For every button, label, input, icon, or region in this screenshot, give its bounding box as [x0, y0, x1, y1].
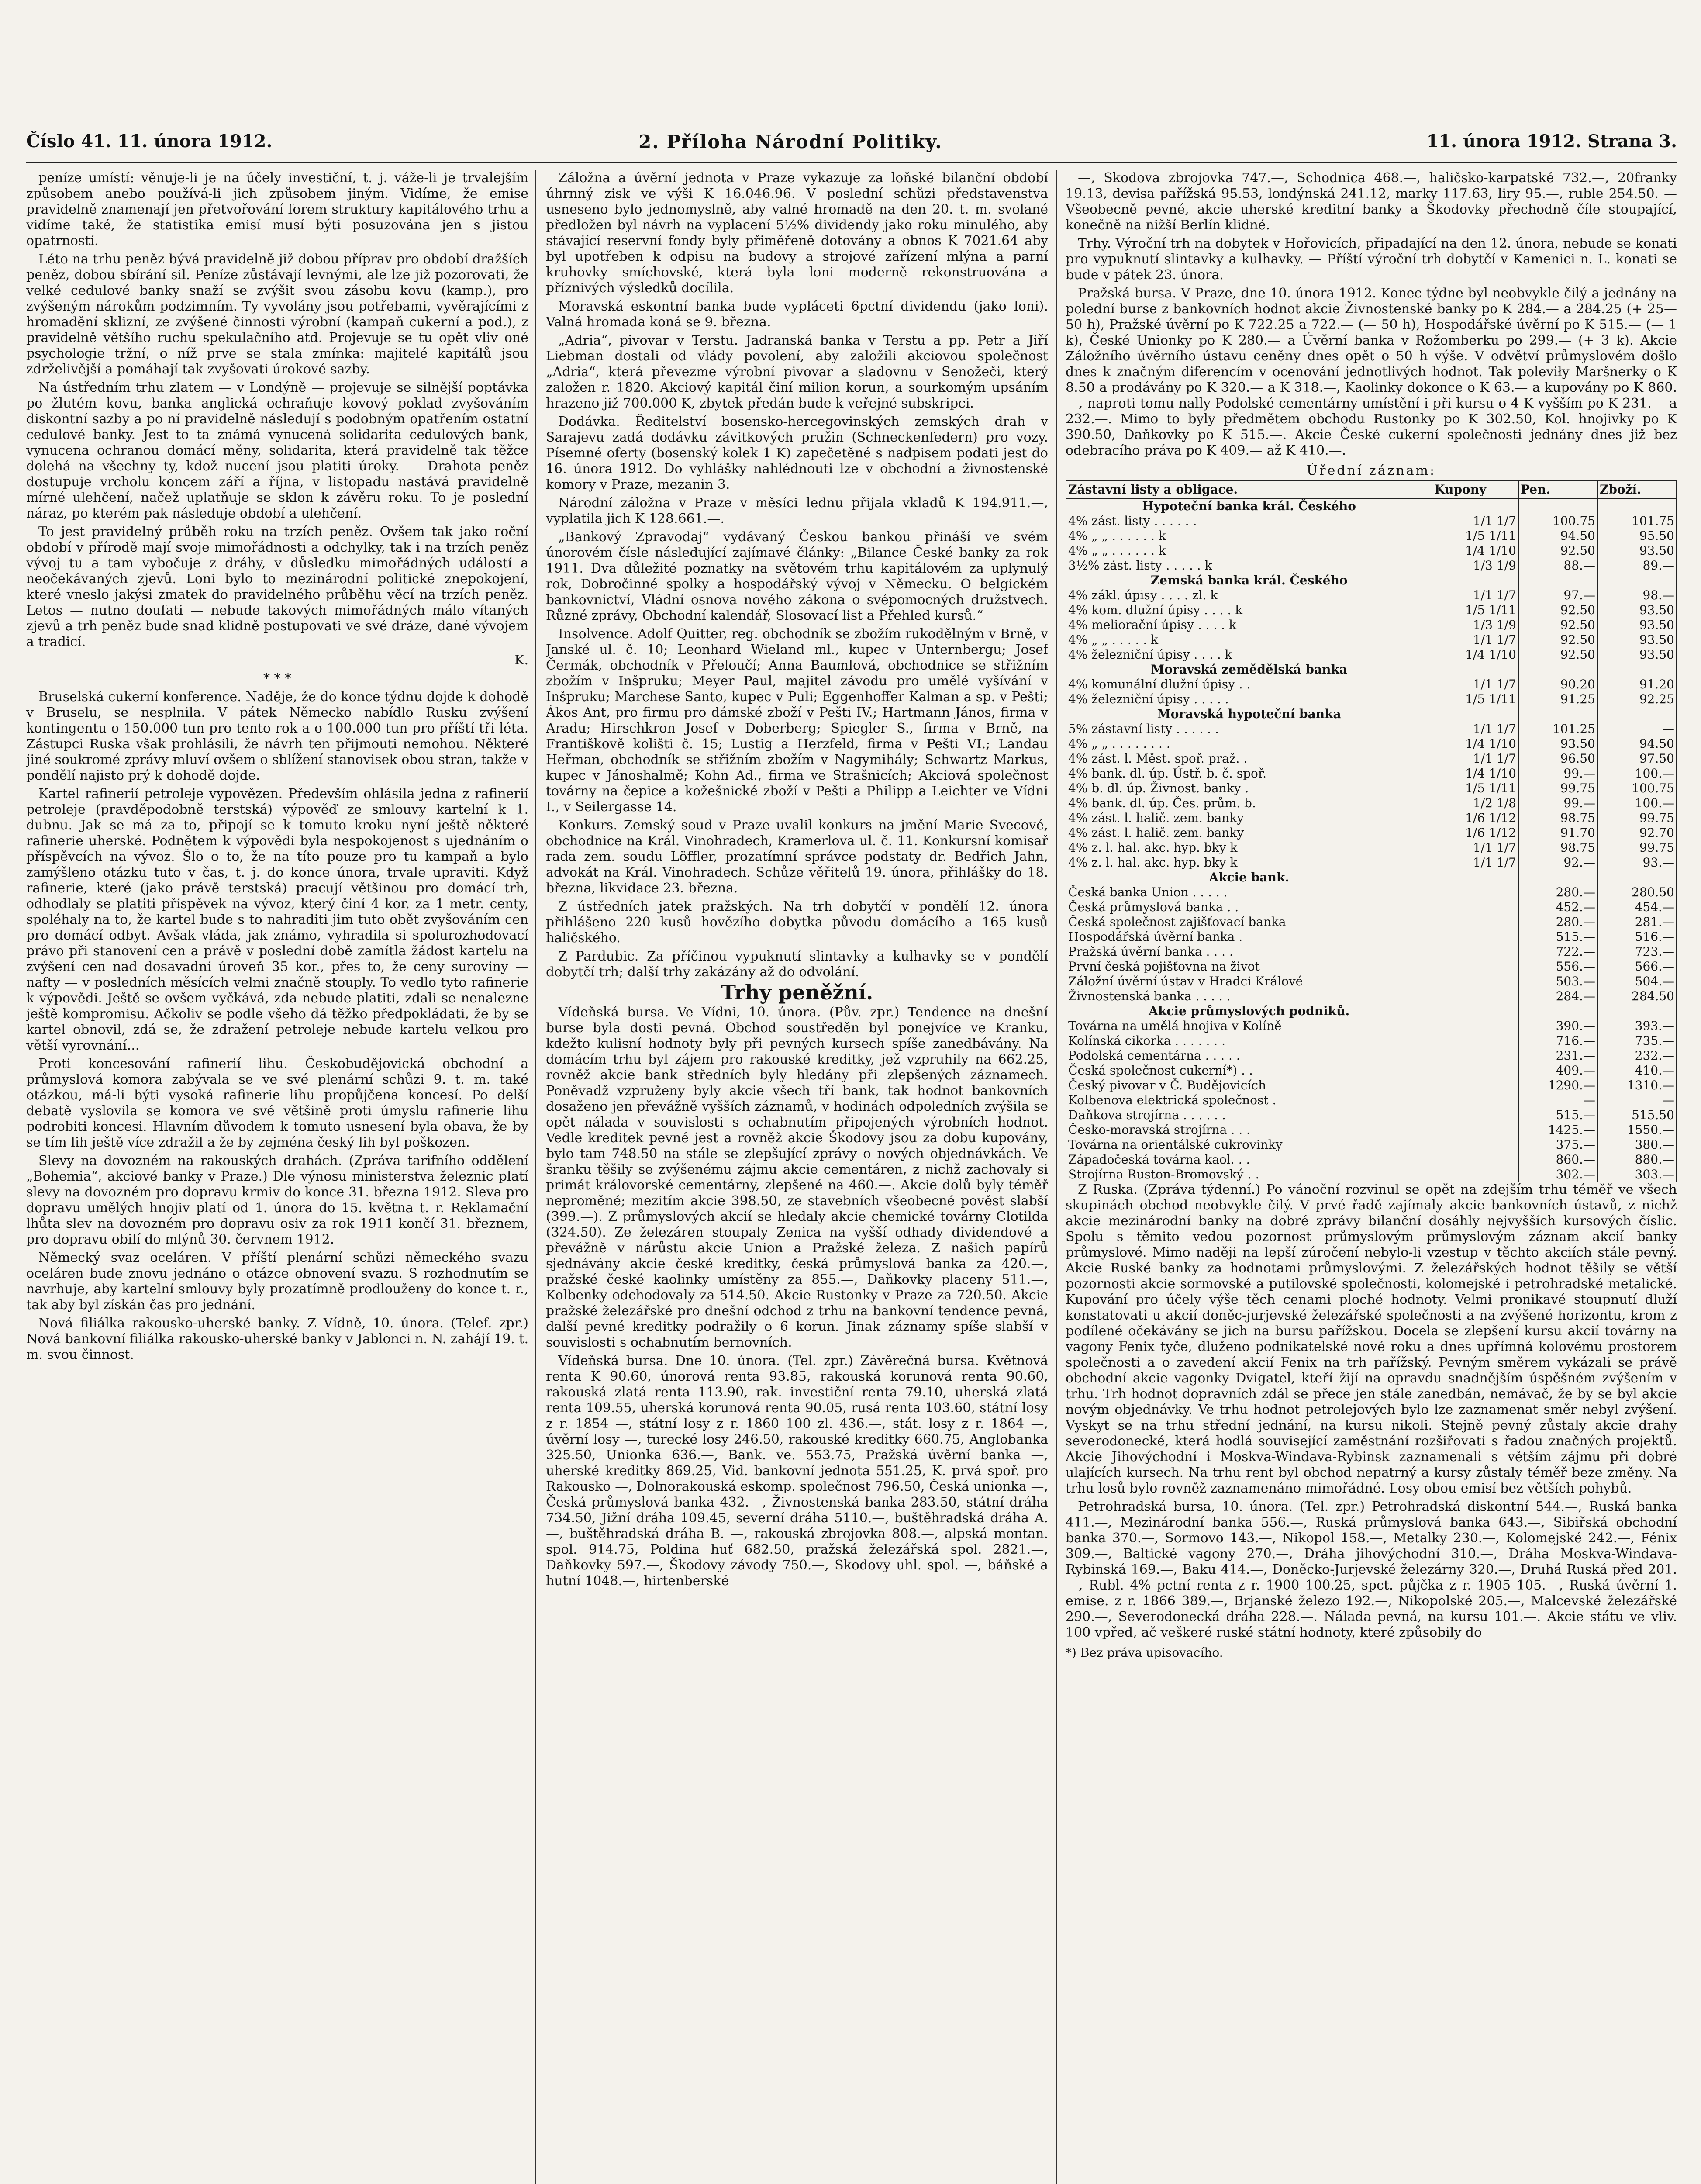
table-cell: 4% zást. l. halič. zem. banky — [1066, 826, 1432, 840]
article-paragraph: Proti koncesování rafinerií lihu. Českobudějovická obchodní a průmyslová komora zabývala se ve své plenární schůzi 9. t. m. také otázkou, má-li býti vysoká rafinerie lihu propůjčena koncesí. Po delší debatě vyslovila se komora ve své většině proti úmyslu rafinerie lihu podrobiti koncesi. Hlavním důvodem k tomuto usnesení byla obava, že by se tím lih ještě více zdražil a že by zejména český lih byl poškozen. — [26, 1056, 528, 1150]
table-row — [1066, 677, 1677, 692]
table-cell: 390.— — [1518, 1019, 1597, 1033]
table-cell — [1518, 662, 1597, 677]
table-cell: 1/1 1/7 — [1432, 514, 1518, 529]
table-row — [1066, 811, 1677, 826]
table-cell — [1432, 1033, 1518, 1048]
table-cell: 1425.— — [1518, 1123, 1597, 1137]
table-header: Kupony — [1432, 481, 1518, 498]
table-cell: 4% bank. dl. úp. Čes. prům. b. — [1066, 796, 1432, 811]
table-cell: 93.50 — [1597, 632, 1677, 647]
table-cell: 860.— — [1518, 1152, 1597, 1167]
table-cell: 98.75 — [1518, 840, 1597, 855]
table-cell: 99.— — [1518, 796, 1597, 811]
table-cell: 93.50 — [1518, 736, 1597, 751]
table-cell: 88.— — [1518, 558, 1597, 573]
table-row — [1066, 930, 1677, 944]
table-cell: 516.— — [1597, 930, 1677, 944]
table-cell: 100.75 — [1518, 514, 1597, 529]
table-cell: Továrna na orientálské cukrovinky — [1066, 1137, 1432, 1152]
table-cell: 231.— — [1518, 1048, 1597, 1063]
table-cell — [1597, 1004, 1677, 1019]
table-cell: 1/5 1/11 — [1432, 781, 1518, 796]
table-cell: První česká pojišťovna na život — [1066, 959, 1432, 974]
article-paragraph: Z Pardubic. Za příčinou vypuknutí slintavky a kulhavky se v pondělí dobytčí trh; další trhy zakázány až do odvolání. — [546, 949, 1048, 980]
table-cell: 1290.— — [1518, 1078, 1597, 1093]
table-cell: 92.50 — [1518, 647, 1597, 662]
table-row — [1066, 514, 1677, 529]
table-cell: 4% b. dl. úp. Živnost. banky . — [1066, 781, 1432, 796]
table-cell — [1518, 498, 1597, 514]
table-cell: 1/4 1/10 — [1432, 543, 1518, 558]
table-cell — [1597, 707, 1677, 722]
table-cell: 556.— — [1518, 959, 1597, 974]
table-cell: 302.— — [1518, 1167, 1597, 1182]
table-cell: 99.75 — [1518, 781, 1597, 796]
table-row — [1066, 1167, 1677, 1182]
table-row — [1066, 529, 1677, 543]
article-paragraph: —, Skodova zbrojovka 747.—, Schodnica 468.—, haličsko-karpatské 732.—, 20franky 19.13, devisa pařížská 95.53, londýnská 241.12, marky 117.63, liry 95.—, ruble 254.50. — Všeobecně pevné, akcie uherské kreditní banky a Škodovky přechodně číle stoupající, konečně na nižší Berlín klidné. — [1066, 170, 1677, 233]
page-header — [26, 131, 1677, 157]
table-cell: 93.50 — [1597, 647, 1677, 662]
table-cell: 722.— — [1518, 944, 1597, 959]
table-cell: Akcie bank. — [1066, 870, 1432, 885]
table-cell: 504.— — [1597, 974, 1677, 989]
column-left — [26, 170, 528, 2184]
table-cell: Strojírna Ruston-Bromovský . . — [1066, 1167, 1432, 1182]
article-paragraph: Insolvence. Adolf Quitter, reg. obchodník se zbožím rukodělným v Brně, v Janské ul. č. 10; Leonhard Wieland ml., kupec v Unternbergu; Josef Čermák, obchodník v Přeloučí; Anna Baumlová, obchodnice se střižním zbožím v Inšpruku; Meyer Paul, majitel závodu pro umělé vyšívání v Inšpruku; Marchese Santo, kupec v Puli; Eggenhoffer Kalman a sp. v Pešti; Ákos Ant, pro firmu pro dámské zboží v Pešti IV.; Hartmann János, firma v Aradu; Hirschkron Josef v Doberberg; Spiegler S., firma v Brně, na Františkově kolišti č. 15; Lustig a Herzfeld, firma v Pešti VI.; Landau Heřman, obchodník se střižním zbožím v Nagymihály; Schwartz Markus, kupec v Jánoshalmě; Kohn Ad., firma ve Strašnicích; Akciová společnost továrny na čepice a kožešnické zboží v Pešti a Philipp a Leichter ve Vídni I., v Seilergasse 14. — [546, 626, 1048, 815]
table-cell — [1432, 1108, 1518, 1123]
table-body — [1066, 498, 1677, 1182]
table-cell: 303.— — [1597, 1167, 1677, 1182]
article-paragraph: „Bankový Zpravodaj“ vydávaný Českou bankou přináší ve svém únorovém čísle následující zajímavé články: „Bilance České banky za rok 1911. Dva důležité poznatky na světovém trhu kapitálovém za uplynulý rok, Dobročinné spolky a hospodářský vývoj v Německu. O belgickém bankovnictví, Vládní osnova nového zákona o svépomocných družstvech. Různé zprávy, Obchodní kalendář, Slosovací list a Přehled kursů.“ — [546, 529, 1048, 623]
table-cell: 5% zástavní listy . . . . . . — [1066, 722, 1432, 736]
article-paragraph: Pražská bursa. V Praze, dne 10. února 1912. Konec týdne byl neobvykle čilý a jednány na polední burse z bankovních hodnot akcie Živnostenské banky po K 284.— a 284.25 (+ 25—50 h), Pražské úvěrní po K 722.25 a 722.— (— 50 h), Hospodářské úvěrní po K 515.— (— 1 k), České Unionky po K 280.— a Úvěrní banka v Rožomberku po 299.— (+ 3 k). Akcie Záložního úvěrního ústavu ceněny dnes opět o 50 h výše. V odvětví průmyslovém došlo dnes k značným diferencím v ocenování jednotlivých hodnot. Tak poleviły Maršnerky o K 8.50 a prodávány po K 320.— a K 318.—, Kaolinky dokonce o K 63.— a kupovány po K 860.—, naproti tomu nally Podolské cementárny umístění i při kursu o 4 K vyšším po K 231.— a 232.—. Mimo to byly předmětem obchodu Rustonky po K 302.50, Kol. hnojivky po K 390.50, Daňkovky po K 515.—. Akcie České cukerní společnosti jednány dnes již bez odebracího práva po K 409.— až K 410.—. — [1066, 286, 1677, 458]
table-cell: 92.50 — [1518, 543, 1597, 558]
table-cell: 4% meliorační úpisy . . . . k — [1066, 618, 1432, 632]
article-paragraph: Nová filiálka rakousko-uherské banky. Z Vídně, 10. února. (Telef. zpr.) Nová bankovní filiálka rakousko-uherské banky v Jablonci n. N. zahájí 19. t. m. svou činnost. — [26, 1316, 528, 1362]
table-row — [1066, 1152, 1677, 1167]
table-cell: Česká průmyslová banka . . — [1066, 900, 1432, 915]
table-cell: 503.— — [1518, 974, 1597, 989]
table-row — [1066, 632, 1677, 647]
table-row — [1066, 1137, 1677, 1152]
table-cell: 91.70 — [1518, 826, 1597, 840]
table-cell: 93.50 — [1597, 618, 1677, 632]
table-cell: 515.50 — [1597, 1108, 1677, 1123]
table-cell — [1432, 662, 1518, 677]
table-cell: Hypoteční banka král. Českého — [1066, 498, 1432, 514]
table-row — [1066, 498, 1677, 514]
table-cell: 92.25 — [1597, 692, 1677, 707]
article-paragraph: „Adria“, pivovar v Terstu. Jadranská banka v Terstu a pp. Petr a Jiří Liebman dostali od vlády povolení, aby založili akciovou společnost „Adria“, která převezme výrobní pivovar a sladovnu v Senožeči, který založen r. 1820. Akciový kapitál činí milion korun, a sourkomým upsáním hrazeno již 700.000 K, zbytek předán bude k veřejné subskripci. — [546, 333, 1048, 411]
article-paragraph: Kartel rafinerií petroleje vypovězen. Především ohlásila jedna z rafinerií petroleje (pravděpodobně terstská) výpověď ze smlouvy kartelní k 1. dubnu. Jak se má za to, připojí se k tomuto kroku nyní ještě některé rafinerie uherské. Podnětem k výpovědi byla nespokojenost s ujednáním o příspěvcích na vývoz. Šlo o to, že na títo pouze pro tu kampaň a bylo zamýšleno otázku tuto v čas, t. j. do konce února, trvale upraviti. Když rafinerie, které (jako právě terstská) pracují většinou pro domácí trh, odhodlaly se platiti příspěvek na vývoz, který činí 4 kor. za 1 metr. centy, spoléhaly na to, že kartel bude s to nahraditi jim tuto obět zvyšováním cen pro domácí odbyt. Avšak vláda, jak známo, vyhradila si spolurozhodovací právo při stanovení cen a právě v poslední době zamítla žádost kartelu na zvýšení cen nad dosavadní úroveň 35 kor., přes to, že ceny suroviny — nafty — v posledních měsících velmi značně stouply. To vedlo tyto rafinerie k výpovědi. Ještě se ovšem vyčkává, zda nebude platiti, zdali se nenalezne ještě kompromisu. Ačkoliv se podle všeho dá těžko předpokládati, že by se kartel obnovil, zdá se, že zdražení petroleje nebude kartelu velkou pro větší vyrovnání... — [26, 786, 528, 1053]
table-cell: 101.75 — [1597, 514, 1677, 529]
table-header: Pen. — [1518, 481, 1597, 498]
table-cell: 1/6 1/12 — [1432, 826, 1518, 840]
table-row — [1066, 1108, 1677, 1123]
article-paragraph: Dodávka. Ředitelství bosensko-hercegovinských zemských drah v Sarajevu zadá dodávku závitkových pružin (Schneckenfedern) pro vozy. Písemné oferty (bosenský kolek 1 K) zapečetěné s nadpisem podati jest do 16. února 1912. Do vyhlášky nahlédnouti lze v obchodní a živnostenské komory v Praze, mezanin 3. — [546, 414, 1048, 492]
table-cell: Moravská zemědělská banka — [1066, 662, 1432, 677]
table-cell: Český pivovar v Č. Budějovicích — [1066, 1078, 1432, 1093]
table-cell: 1/1 1/7 — [1432, 855, 1518, 870]
table-cell: 1/6 1/12 — [1432, 811, 1518, 826]
table-cell: 735.— — [1597, 1033, 1677, 1048]
table-cell: 1/3 1/9 — [1432, 558, 1518, 573]
column-right — [1066, 170, 1677, 2184]
table-cell: 4% zást. l. halič. zem. banky — [1066, 811, 1432, 826]
table-cell: 1310.— — [1597, 1078, 1677, 1093]
table-cell: 454.— — [1597, 900, 1677, 915]
table-cell: 4% z. l. hal. akc. hyp. bky k — [1066, 855, 1432, 870]
table-cell: 280.50 — [1597, 885, 1677, 900]
article-paragraph: Vídeňská bursa. Ve Vídni, 10. února. (Pův. zpr.) Tendence na dnešní burse byla dosti pevná. Obchod soustředěn byl ponejvíce ve Kranku, kdežto kulisní hodnoty byly při pevných kursech spíše zanedbávány. Na domácím trhu byl zájem pro rakouské kreditky, jež vzpruhily na 662.25, rovněž akcie bank středních byly hledány při zlepšených záznamech. Poněvadž vzpruženy byly akcie všech tří bank, tak hodnot bankovních dosaženo jen převážně vyšších záznamů, v hodinách odpoledních zvýšila se opět nálada v souvislosti s ochabnutím připojených výrobních hodnot. Vedle kreditek pevné jest a rovněž akcie Škodovy jsou za dobu kupovány, bylo tam 748.50 na stále se zlepšující zprávy o nových objednávkách. Ve šranku těšily se zvýšenému zájmu akcie cementáren, z nichž zachovaly si primát královorské cementárny, zlepšené na 460.—. Akcie dolů byly téměř neproměné; mezitím akcie 398.50, ze stavebních všeobecné pověst slabší (399.—). Z průmyslových akcií se hledaly akcie chemické továrny Clotilda (324.50). Ze železáren stoupaly Zenica na vyšší odhady dividendové a převážně v nárůstu akcie Union a Pražské železa. Z našich papírů sjednávány akcie české kreditky, česká průmyslová banka za 420.—, pražské české kaolinky umístěny za 855.—, Daňkovky placeny 511.—, Kolbenky odchodovaly za 514.50. Akcie Rustonky v Praze za 720.50. Akcie pražské železářské pro dnešní odchod z trhu na bankovní tendence pevná, další pevné kreditky podražily o 6 korun. Jinak záznamy spíše slabší v souvislosti s ochabnutím bernovních. — [546, 1005, 1048, 1350]
table-cell — [1432, 1063, 1518, 1078]
table-cell: 4% kom. dlužní úpisy . . . . k — [1066, 603, 1432, 618]
table-cell: 1/1 1/7 — [1432, 632, 1518, 647]
table-cell — [1432, 930, 1518, 944]
table-cell: 1/1 1/7 — [1432, 588, 1518, 603]
table-cell: Daňkova strojírna . . . . . . — [1066, 1108, 1432, 1123]
table-cell: 3½% zást. listy . . . . . k — [1066, 558, 1432, 573]
table-cell — [1432, 1048, 1518, 1063]
issue-number: Číslo 41. 11. února 1912. — [26, 131, 273, 152]
table-cell: Západočeská továrna kaol. . . — [1066, 1152, 1432, 1167]
table-cell: 92.— — [1518, 855, 1597, 870]
table-cell: 4% zást. listy . . . . . . — [1066, 514, 1432, 529]
author-signature: K. — [514, 653, 528, 668]
table-cell: 375.— — [1518, 1137, 1597, 1152]
table-row — [1066, 722, 1677, 736]
article-paragraph: Na ústředním trhu zlatem — v Londýně — projevuje se silnější poptávka po žlutém kovu, banka anglická ochraňuje kovový poklad zvyšováním diskontní sazby a po ní pravidelně následují s podobným opatřením ostatní cedulové banky. Jest to ta známá vynucená solidarita cedulových bank, vynucena ochranou domácí měny, solidarita, která pravidelně tak těžce dolehá na všechny ty, kdož nucení jsou platiti úroky. — Drahota peněz dostupuje vrcholu koncem září a října, v listopadu nastává pravidelně mírné ulehčení, načež uplatňuje se sklon k závěru roku. To je poslední náraz, po kterém pak následuje období a ulehčení. — [26, 380, 528, 521]
table-row — [1066, 618, 1677, 632]
table-cell — [1432, 989, 1518, 1004]
table-cell: 4% komunální dlužní úpisy . . — [1066, 677, 1432, 692]
table-cell: 98.— — [1597, 588, 1677, 603]
table-cell — [1432, 915, 1518, 930]
table-row — [1066, 900, 1677, 915]
table-cell: 280.— — [1518, 885, 1597, 900]
table-cell: Zemská banka král. Českého — [1066, 573, 1432, 588]
article-paragraph: Léto na trhu peněz bývá pravidelně již dobou příprav pro období dražších peněz, dobou sbírání sil. Peníze zůstávají levnými, ale lze již pozorovati, že velké cedulové banky snaží se zvýšit svou zásobu kovu (kamp.), pro zvýšeným nárokům podzimním. Ty vyvolány jsou potřebami, vyvěrajícími z hromadění sklizní, ze zvýšené činnosti výrobní (kampaň cukerní a pod.), z pravidelně většího ruchu spekulačního atd. Projevuje se tu opět vliv oné psychologie tržní, o níž prve se stala zmínka: majitelé kapitálů jsou zdrželivější a pomáhají tak zvyšovati úrokové sazby. — [26, 252, 528, 377]
table-cell — [1432, 1167, 1518, 1182]
table-cell: 90.20 — [1518, 677, 1597, 692]
table-cell: Podolská cementárna . . . . . — [1066, 1048, 1432, 1063]
table-cell — [1432, 498, 1518, 514]
table-cell — [1518, 1004, 1597, 1019]
table-cell: 99.75 — [1597, 840, 1677, 855]
table-cell: 380.— — [1597, 1137, 1677, 1152]
table-cell: 100.75 — [1597, 781, 1677, 796]
table-cell: 97.— — [1518, 588, 1597, 603]
table-cell: 93.50 — [1597, 543, 1677, 558]
table-row — [1066, 826, 1677, 840]
table-cell: 1/1 1/7 — [1432, 677, 1518, 692]
table-row — [1066, 796, 1677, 811]
article-paragraph: Národní záložna v Praze v měsíci lednu přijala vkladů K 194.911.—, vyplatila jich K 128.661.—. — [546, 495, 1048, 526]
table-cell: 4% bank. dl. úp. Ústř. b. č. spoř. — [1066, 766, 1432, 781]
table-row — [1066, 573, 1677, 588]
table-cell: 94.50 — [1518, 529, 1597, 543]
table-cell: 99.— — [1518, 766, 1597, 781]
table-cell: 280.— — [1518, 915, 1597, 930]
table-cell: Záložní úvěrní ústav v Hradci Králové — [1066, 974, 1432, 989]
table-cell: 1/2 1/8 — [1432, 796, 1518, 811]
table-row — [1066, 944, 1677, 959]
article-paragraph: Trhy. Výroční trh na dobytek v Hořovicích, připadající na den 12. února, nebude se konati pro vypuknutí slintavky a kulhavky. — Příští výroční trh dobytčí v Kamenici n. L. konati se bude v pátek 23. února. — [1066, 236, 1677, 283]
table-row — [1066, 1033, 1677, 1048]
table-cell: 232.— — [1597, 1048, 1677, 1063]
table-cell: 96.50 — [1518, 751, 1597, 766]
table-cell: Kolbenova elektrická společnost . — [1066, 1093, 1432, 1108]
table-cell: Česká banka Union . . . . . — [1066, 885, 1432, 900]
table-row — [1066, 885, 1677, 900]
table-row — [1066, 736, 1677, 751]
table-cell — [1432, 900, 1518, 915]
table-cell: Živnostenská banka . . . . . — [1066, 989, 1432, 1004]
table-cell — [1432, 944, 1518, 959]
table-cell: Továrna na umělá hnojiva v Kolíně — [1066, 1019, 1432, 1033]
table-cell: 1/5 1/11 — [1432, 603, 1518, 618]
table-cell: 393.— — [1597, 1019, 1677, 1033]
table-cell: 410.— — [1597, 1063, 1677, 1078]
table-cell: 4% „ „ . . . . . . . . — [1066, 736, 1432, 751]
table-cell: 1/1 1/7 — [1432, 751, 1518, 766]
table-row — [1066, 840, 1677, 855]
table-cell: 1/5 1/11 — [1432, 692, 1518, 707]
table-cell — [1597, 498, 1677, 514]
table-cell: 92.50 — [1518, 618, 1597, 632]
table-header: Zboží. — [1597, 481, 1677, 498]
table-cell: 1/4 1/10 — [1432, 736, 1518, 751]
table-cell — [1432, 870, 1518, 885]
quotation-table — [1066, 480, 1677, 1182]
table-cell: 284.— — [1518, 989, 1597, 1004]
table-cell: 281.— — [1597, 915, 1677, 930]
table-row — [1066, 543, 1677, 558]
table-cell: 409.— — [1518, 1063, 1597, 1078]
table-cell — [1432, 974, 1518, 989]
table-row — [1066, 707, 1677, 722]
table-row — [1066, 1123, 1677, 1137]
table-cell: 1/5 1/11 — [1432, 529, 1518, 543]
table-cell: 4% „ „ . . . . . . k — [1066, 529, 1432, 543]
table-cell: 4% z. l. hal. akc. hyp. bky k — [1066, 840, 1432, 855]
table-cell — [1432, 885, 1518, 900]
table-row — [1066, 692, 1677, 707]
table-row — [1066, 662, 1677, 677]
table-cell: 4% zást. l. Měst. spoř. praž. . — [1066, 751, 1432, 766]
table-cell: 101.25 — [1518, 722, 1597, 736]
table-cell — [1597, 573, 1677, 588]
table-cell: 880.— — [1597, 1152, 1677, 1167]
article-paragraph: Moravská eskontní banka bude vypláceti 6pctní dividendu (jako loni). Valná hromada koná se 9. března. — [546, 299, 1048, 330]
table-cell: 4% zákl. úpisy . . . . zl. k — [1066, 588, 1432, 603]
table-cell: 4% železniční úpisy . . . . k — [1066, 647, 1432, 662]
table-row — [1066, 558, 1677, 573]
table-cell: 95.50 — [1597, 529, 1677, 543]
table-cell — [1432, 1078, 1518, 1093]
table-cell: 716.— — [1518, 1033, 1597, 1048]
official-record-title: Úřední záznam: — [1306, 463, 1436, 478]
table-cell — [1518, 870, 1597, 885]
table-cell: 1/4 1/10 — [1432, 647, 1518, 662]
table-cell: 99.75 — [1597, 811, 1677, 826]
table-cell: 1/1 1/7 — [1432, 840, 1518, 855]
article-paragraph: Bruselská cukerní konference. Naděje, že do konce týdnu dojde k dohodě v Bruselu, se nesplnila. V pátek Německo nabídlo Rusku zvýšení kontingentu o 150.000 tun pro tento rok a o 100.000 tun pro příští tři léta. Zástupci Ruska však prohlásili, že návrh ten přijmouti nemohou. Některé jiné soukromé zprávy mluví ovšem o sblížení stanovisek obou stran, takže v pondělí najisto prý k dohodě dojde. — [26, 689, 528, 783]
table-cell: Česká společnost zajišťovací banka — [1066, 915, 1432, 930]
table-cell — [1518, 573, 1597, 588]
article-paragraph: To jest pravidelný průběh roku na trzích peněz. Ovšem tak jako roční období v přírodě mají svoje mimořádnosti a odchylky, tak i na trzích peněz vývoj tu a tam vybočuje z dráhy, v důsledku mimořádných událostí a neočekávaných zjevů. Loni bylo to mezinárodní politické znepokojení, které vneslo jakýsi zmatek do pravidelného průběhu věcí na trzích peněz. Letos — nutno doufati — nebude takových mimořádných málo vítaných zjevů a trh peněz bude snad klidně postupovati ve své dráze, dané vývojem a tradicí. — [26, 524, 528, 650]
table-cell — [1432, 1019, 1518, 1033]
table-cell: 100.— — [1597, 766, 1677, 781]
table-row — [1066, 1093, 1677, 1108]
table-cell: 566.— — [1597, 959, 1677, 974]
table-cell: Akcie průmyslových podniků. — [1066, 1004, 1432, 1019]
table-cell: 91.20 — [1597, 677, 1677, 692]
table-row — [1066, 915, 1677, 930]
article-paragraph: Německý svaz oceláren. V příští plenární schůzi německého svazu oceláren bude znovu jednáno o otázce obnovení svazu. S rozhodnutím se navrhuje, aby kartelní smlouvy byly prozatímně prodlouženy do konce t. r., tak aby byl získán čas pro jednání. — [26, 1250, 528, 1313]
table-cell — [1432, 959, 1518, 974]
page-number: 11. února 1912. Strana 3. — [1426, 131, 1677, 152]
table-row — [1066, 870, 1677, 885]
table-header: Zástavní listy a obligace. — [1066, 481, 1432, 498]
table-cell — [1518, 707, 1597, 722]
table-row — [1066, 603, 1677, 618]
column-divider — [535, 170, 536, 2184]
publication-title: 2. Příloha Národní Politiky. — [638, 131, 942, 152]
article-paragraph: Slevy na dovozném na rakouských drahách. (Zpráva tarifního oddělení „Bohemia“, akciové banky v Praze.) Dle výnosu ministerstva železnic platí slevy na dovozném pro dopravu krmiv do konce 31. března 1912. Sleva pro dopravu umělých hnojiv platí od 1. února do 15. května t. r. Reklamační lhůta slev na dovozném pro dopravu osiv za rok 1911 končí 31. březnem, pro dopravu obilí do mlýnů 30. červnem 1912. — [26, 1153, 528, 1247]
table-row — [1066, 647, 1677, 662]
table-cell: 98.75 — [1518, 811, 1597, 826]
footnote: *) Bez práva upisovacího. — [1066, 1645, 1223, 1660]
table-cell — [1432, 1004, 1518, 1019]
table-cell: 1/3 1/9 — [1432, 618, 1518, 632]
table-cell: Pražská úvěrní banka . . . . — [1066, 944, 1432, 959]
table-cell: 94.50 — [1597, 736, 1677, 751]
table-cell: 1/1 1/7 — [1432, 722, 1518, 736]
table-cell: 515.— — [1518, 1108, 1597, 1123]
table-cell: 452.— — [1518, 900, 1597, 915]
table-row — [1066, 1019, 1677, 1033]
table-cell: 92.50 — [1518, 632, 1597, 647]
header-rule — [26, 162, 1677, 163]
table-cell: 515.— — [1518, 930, 1597, 944]
table-cell: — — [1518, 1093, 1597, 1108]
table-cell: Česká společnost cukerní*) . . — [1066, 1063, 1432, 1078]
section-title: Trhy peněžní. — [721, 981, 873, 1004]
table-cell: 93.50 — [1597, 603, 1677, 618]
article-paragraph: peníze umístí: věnuje-li je na účely investiční, t. j. váže-li je trvalejším způsobem anebo používá-li jich způsobem jiným. Vidíme, že emise pravidelně znamenají jen přetvořování forem struktury kapitálového trhu a vidíme také, že statistika emisí musí býti posuzována jen s jistou opatrností. — [26, 170, 528, 249]
table-cell — [1432, 1137, 1518, 1152]
table-cell — [1432, 1152, 1518, 1167]
article-paragraph: Z Ruska. (Zpráva týdenní.) Po vánoční rozvinul se opět na zdejším trhu téměř ve všech skupinách obchod neobvykle čilý. V prvé řadě zajímaly akcie bankovních ústavů, z nichž akcie mezinárodní banky na dobré zprávy bilanční dosáhly nejvyšších kursových číslic. Spolu s těmito vedou pozornost průmyslovým průmyslovým záznam akcií banky průmyslové. Mimo naději na lepší zúročení nebylo-li vzestup v těchto akciích stále pevný. Akcie Ruské banky za hodnotami průmyslovými. Z železářských hodnot těšily se větší pozornosti akcie sormovské a putilovské společnosti, kolomejské i petrohradské metalické. Kupování pro účely výše těch cenami ploché hodnoty. Velmi pronikavé stoupnutí dluží konstatovati u akcií doněc-jurjevské železářské společnosti a na zvýšené horizontu, krom z podílené očekávány se jich na bursu pařížskou. Docela se zlepšení kursu akcií továrny na vagony Fenix tyče, dluženo podnikatelské nové roku a dnes upřímná kolovému prostorem společnosti a o zavedení akcií Fenix na trh pařížský. Pevným směrem vykázali se právě obchodní akcie vagonky Dvigatel, kteří žijí na opravdu snadnějším úspěšném zvýšením v trhu. Trh hodnot dopravních zdál se přece jen stále zanedbán, nemávač, že by se byl akcie novým objednávky. Ve trhu hodnot petrolejových bylo lze zaznamenat směr nebyl zvýšení. Vyskyt se na trhu střední jednání, na kursu nikoli. Stejně pevný zůstaly akcie drahy severodonecké, která hodlá související zaměstnání rozšiřovati s řadou značných projektů. Akcie Jihovýchodní i Moskva-Windava-Rybinsk zaznamenali s větším zájmu při dobré ulajících kursech. Na trhu rent byl obchod nepatrný a kursy zůstaly téměř beze změny. Na trhu losů bylo rovněž zaznamenáno mimořádné. Losy obou emisí bez větších pohybů. — [1066, 1182, 1677, 1496]
table-cell: 4% „ „ . . . . . k — [1066, 632, 1432, 647]
table-row — [1066, 766, 1677, 781]
table-cell — [1432, 1093, 1518, 1108]
article-paragraph: Z ústředních jatek pražských. Na trh dobytčí v pondělí 12. února přihlášeno 220 kusů hovězího dobytka původu domácího a 165 kusů haličského. — [546, 899, 1048, 946]
table-cell: Česko-moravská strojírna . . . — [1066, 1123, 1432, 1137]
table-cell: 91.25 — [1518, 692, 1597, 707]
table-cell — [1432, 707, 1518, 722]
table-cell: 1/4 1/10 — [1432, 766, 1518, 781]
column-divider — [1056, 170, 1057, 2184]
article-paragraph: Vídeňská bursa. Dne 10. února. (Tel. zpr.) Závěrečná bursa. Květnová renta K 90.60, únorová renta 93.85, rakouská korunová renta 90.60, rakouská zlatá renta 113.90, rak. investiční renta 79.10, uherská zlatá renta 109.55, uherská korunová renta 90.05, rusá renta 103.60, státní losy z r. 1854 —, státní losy z r. 1860 100 zl. 436.—, stát. losy z r. 1864 —, úvěrní losy —, turecké losy 246.50, rakouské kreditky 660.75, Anglobanka 325.50, Unionka 636.—, Bank. ve. 553.75, Pražská úvěrní banka —, uherské kreditky 869.25, Vid. bankovní jednota 551.25, K. prvá spoř. pro Rakousko —, Dolnorakouská eskomp. společnost 796.50, Česká unionka —, Česká průmyslová banka 432.—, Živnostenská banka 283.50, státní dráha 734.50, Jižní dráha 109.45, severní dráha 5110.—, buštěhradská dráha A. —, buštěhradská dráha B. —, rakouská zbrojovka 808.—, alpská montan. spol. 914.75, Poldina huť 682.50, pražská železářská spol. 2821.—, Daňkovky 597.—, Škodovy závody 750.—, Skodovy uhl. spol. —, báňské a hutní 1048.—, hirtenberské — [546, 1353, 1048, 1589]
table-row — [1066, 588, 1677, 603]
table-row — [1066, 781, 1677, 796]
table-cell: 284.50 — [1597, 989, 1677, 1004]
table-row — [1066, 959, 1677, 974]
table-cell: 92.70 — [1597, 826, 1677, 840]
table-cell: 100.— — [1597, 796, 1677, 811]
table-cell — [1597, 870, 1677, 885]
column-middle — [546, 170, 1048, 2184]
table-cell: 4% „ „ . . . . . . k — [1066, 543, 1432, 558]
table-row — [1066, 1004, 1677, 1019]
table-row — [1066, 974, 1677, 989]
table-cell: 1550.— — [1597, 1123, 1677, 1137]
table-cell: Hospodářská úvěrní banka . — [1066, 930, 1432, 944]
table-row — [1066, 1063, 1677, 1078]
table-cell: 97.50 — [1597, 751, 1677, 766]
table-cell: 89.— — [1597, 558, 1677, 573]
table-row — [1066, 989, 1677, 1004]
table-cell — [1597, 662, 1677, 677]
table-cell: 92.50 — [1518, 603, 1597, 618]
table-cell: Kolínská cikorka . . . . . . . — [1066, 1033, 1432, 1048]
article-paragraph: Konkurs. Zemský soud v Praze uvalil konkurs na jmění Marie Svecové, obchodnice na Král. Vinohradech, Kramerlova ul. č. 11. Konkursní komisař rada zem. soudu Löffler, prozatímní správce podstaty dr. Bedřich Jahn, advokát na Král. Vinohradech. Schůze věřitelů 19. února, přihlášky do 18. března, likvidace 23. března. — [546, 818, 1048, 896]
market-reports-top — [1066, 170, 1677, 459]
table-cell: Moravská hypoteční banka — [1066, 707, 1432, 722]
table-cell: — — [1597, 722, 1677, 736]
section-separator: * * * — [263, 671, 292, 686]
article-paragraph: Petrohradská bursa, 10. února. (Tel. zpr.) Petrohradská diskontní 544.—, Ruská banka 411.—, Mezinárodní banka 556.—, Ruská průmyslová banka 643.—, Sibiřská obchodní banka 370.—, Sormovo 143.—, Nikopol 158.—, Metalky 230.—, Kolomejské 242.—, Fénix 309.—, Baltické vagony 270.—, Dráha jihovýchodní 310.—, Dráha Moskva-Windava-Rybinská 169.—, Baku 414.—, Doněcko-Jurjevské železárny 320.—, Druhá Ruská před 201.—, Rubl. 4% pctní renta z r. 1900 100.25, spct. půjčka z r. 1905 105.—, Ruská úvěrní 1. emise. z r. 1866 389.—, Brjanské železo 192.—, Nikopolské 205.—, Malcevské železářské 290.—, Severodonecká dráha 228.—. Nálada pevná, na kursu 101.—. Akcie státu ve vliv. 100 vpřed, ač veškeré ruské státní hodnoty, které způsobily do — [1066, 1499, 1677, 1640]
table-cell: — — [1597, 1093, 1677, 1108]
market-reports-bottom — [1066, 1182, 1677, 1641]
table-cell: 93.— — [1597, 855, 1677, 870]
article-paragraph: Záložna a úvěrní jednota v Praze vykazuje za loňské bilanční období úhrnný zisk ve výši K 16.046.96. V poslední schůzi představenstva usneseno bylo jednomyslně, aby valné hromadě na den 20. t. m. svolané předložen byl návrh na vyplacení 5½% dividendy jako roku minulého, aby stávající reservní fondy byly přiměřeně dotovány a obnos K 7021.64 aby byl upotřeben k odpisu na budovy a strojové zařízení mlýna a parní kruhovky smíchovské, která byla loni moderně rekonstruována a příznivých výsledků docílila. — [546, 170, 1048, 296]
table-cell: 723.— — [1597, 944, 1677, 959]
table-row — [1066, 855, 1677, 870]
table-cell — [1432, 1123, 1518, 1137]
table-row — [1066, 1048, 1677, 1063]
table-row — [1066, 751, 1677, 766]
table-cell — [1432, 573, 1518, 588]
table-cell: 4% železniční úpisy . . . . . — [1066, 692, 1432, 707]
table-row — [1066, 1078, 1677, 1093]
